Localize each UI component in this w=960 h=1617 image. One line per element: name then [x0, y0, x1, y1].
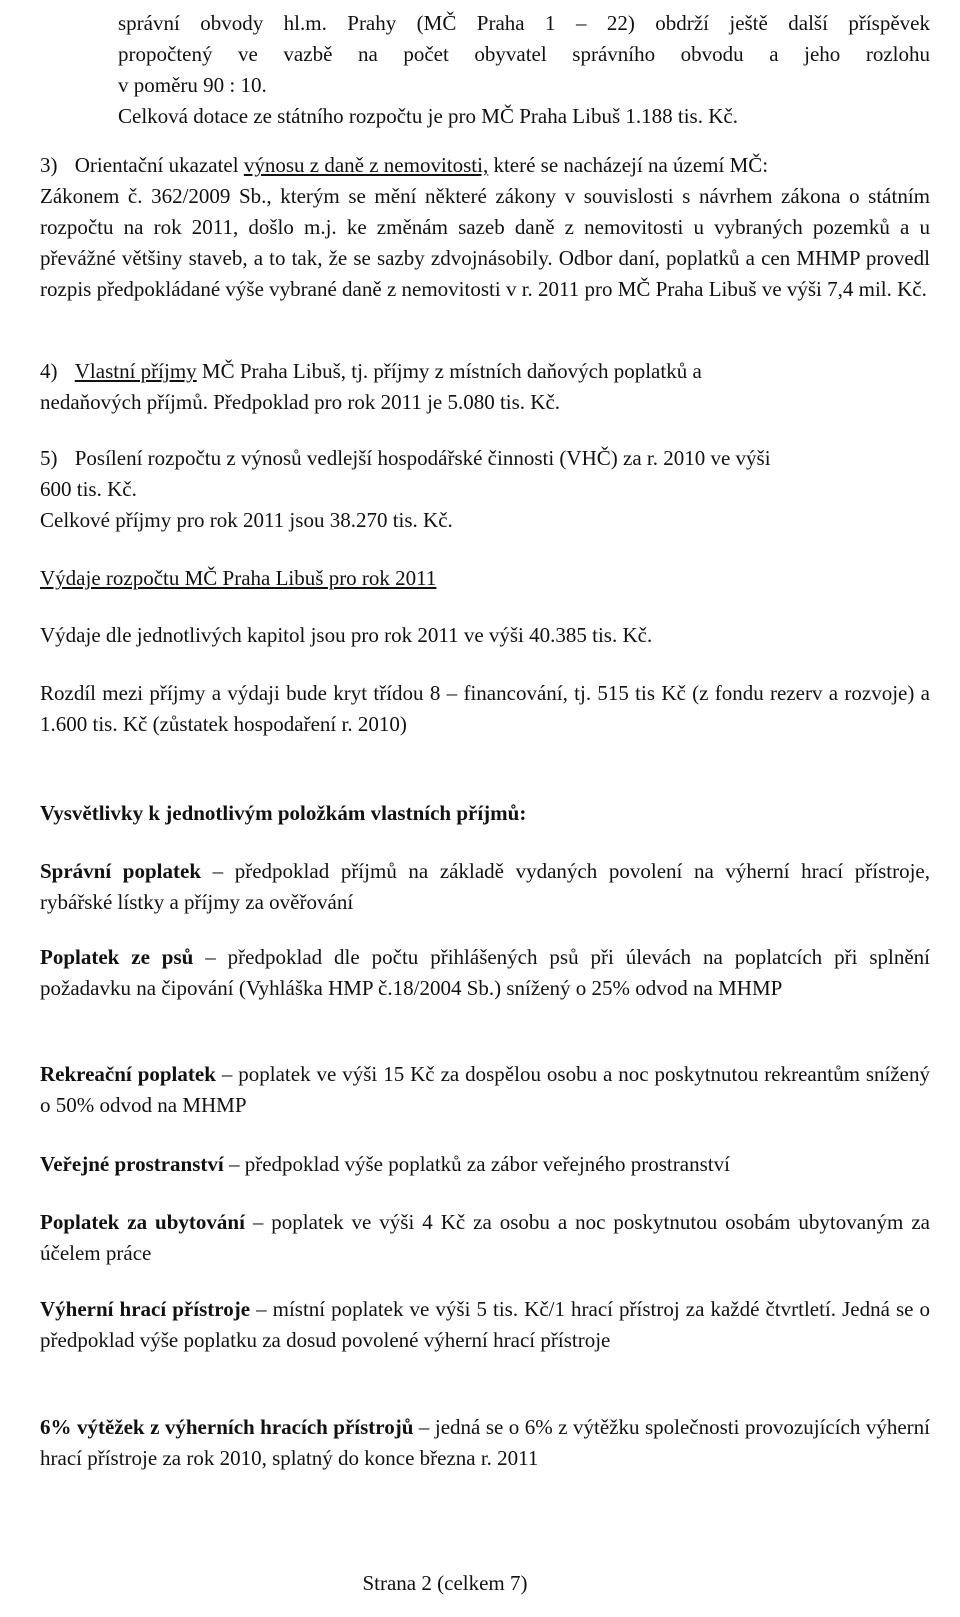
- intro-line: v poměru 90 : 10.: [118, 73, 267, 97]
- explanation-item: [40, 1412, 930, 1474]
- explanation-term: 6% výtěžek z výherních hracích přístrojů: [40, 1415, 414, 1439]
- explanations-heading: [40, 798, 930, 829]
- explanation-term: Veřejné prostranství: [40, 1152, 224, 1176]
- item-text: nedaňových příjmů. Předpoklad pro rok 2011 je 5.080 tis. Kč.: [40, 390, 561, 414]
- explanation-item: [40, 1207, 930, 1269]
- explanation-term: Poplatek ze psů: [40, 945, 194, 969]
- explanation-text: – poplatek ve výši 15 Kč za dospělou osobu a noc poskytnutou rekreantům snížený o 50% odvod na MHMP: [40, 1062, 931, 1117]
- explanation-item: [40, 1059, 930, 1121]
- item-text: 600 tis. Kč.: [40, 477, 137, 501]
- item-number: 5): [40, 446, 58, 470]
- explanation-item: [40, 856, 930, 918]
- explanation-text: – předpoklad dle počtu přihlášených psů při úlevách na poplatcích při splnění požadavku na čipování (Vyhláška HMP č.18/2004 Sb.) snížený o 25% odvod na MHMP: [40, 945, 930, 1000]
- expenses-heading: Výdaje rozpočtu MČ Praha Libuš pro rok 2011: [40, 566, 437, 590]
- explanation-text: – předpoklad výše poplatků za zábor veřejného prostranství: [223, 1152, 730, 1176]
- item-underlined-text: výnosu z daně z nemovitosti,: [243, 153, 489, 177]
- explanation-term: Rekreační poplatek: [40, 1062, 216, 1086]
- item-text: které se nacházejí na území MČ:: [488, 153, 769, 177]
- explanation-item: [40, 1149, 930, 1180]
- item-text: MČ Praha Libuš, tj. příjmy z místních daňových poplatků a: [196, 359, 702, 383]
- explanation-term: Výherní hrací přístroje: [40, 1297, 251, 1321]
- item-3: [40, 150, 930, 305]
- explanation-text: – místní poplatek ve výši 5 tis. Kč/1 hrací přístroj za každé čtvrtletí. Jedná se o předpoklad výše poplatku za dosud povolené výherní hrací přístroje: [40, 1297, 930, 1352]
- intro-line: Celková dotace ze státního rozpočtu je pro MČ Praha Libuš 1.188 tis. Kč.: [118, 104, 738, 128]
- item-5: [40, 443, 930, 536]
- explanation-term: Správní poplatek: [40, 859, 201, 883]
- intro-paragraph: [118, 8, 930, 132]
- item-underlined-text: Vlastní příjmy: [74, 359, 197, 383]
- intro-line: propočtený ve vazbě na počet obyvatel správního obvodu a jeho rozlohu: [118, 42, 930, 66]
- explanations-heading-text: Vysvětlivky k jednotlivým položkám vlastních příjmů:: [40, 801, 527, 825]
- item-number: 3): [40, 153, 58, 177]
- item-text: Posílení rozpočtu z výnosů vedlejší hospodářské činnosti (VHČ) za r. 2010 ve výši: [74, 446, 771, 470]
- item-4: [40, 356, 930, 418]
- expenses-difference: Rozdíl mezi příjmy a výdaji bude kryt třídou 8 – financování, tj. 515 tis Kč (z fondu rezerv a rozvoje) a 1.600 tis. Kč (zůstatek hospodaření r. 2010): [40, 681, 930, 736]
- explanation-text: – poplatek ve výši 4 Kč za osobu a noc poskytnutou osobám ubytovaným za účelem práce: [40, 1210, 930, 1265]
- explanation-item: [40, 942, 930, 1004]
- item-body: Zákonem č. 362/2009 Sb., kterým se mění některé zákony v souvislosti s návrhem zákona o státním rozpočtu na rok 2011, došlo m.j. ke změnám sazeb daně z nemovitosti u vybraných pozemků a u převážné většiny staveb, a to tak, že se sazby zdvojnásobily. Odbor daní, poplatků a cen MHMP provedl rozpis předpokládané výše vybrané daně z nemovitosti v r. 2011 pro MČ Praha Libuš ve výši 7,4 mil. Kč.: [40, 184, 930, 301]
- item-text: Orientační ukazatel: [74, 153, 244, 177]
- page-footer: Strana 2 (celkem 7): [362, 1571, 528, 1595]
- item-text: Celkové příjmy pro rok 2011 jsou 38.270 tis. Kč.: [40, 508, 453, 532]
- item-number: 4): [40, 359, 58, 383]
- explanation-text: – jedná se o 6% z výtěžku společnosti provozujících výherní hrací přístroje za rok 2010, splatný do konce března r. 2011: [40, 1415, 930, 1470]
- intro-line: správní obvody hl.m. Prahy (MČ Praha 1 – 22) obdrží ještě další příspěvek: [118, 11, 930, 35]
- expenses-total: Výdaje dle jednotlivých kapitol jsou pro rok 2011 ve výši 40.385 tis. Kč.: [40, 623, 653, 647]
- explanation-term: Poplatek za ubytování: [40, 1210, 245, 1234]
- explanation-item: [40, 1294, 930, 1356]
- explanation-text: – předpoklad příjmů na základě vydaných povolení na výherní hrací přístroje, rybářské lístky a příjmy za ověřování: [40, 859, 930, 914]
